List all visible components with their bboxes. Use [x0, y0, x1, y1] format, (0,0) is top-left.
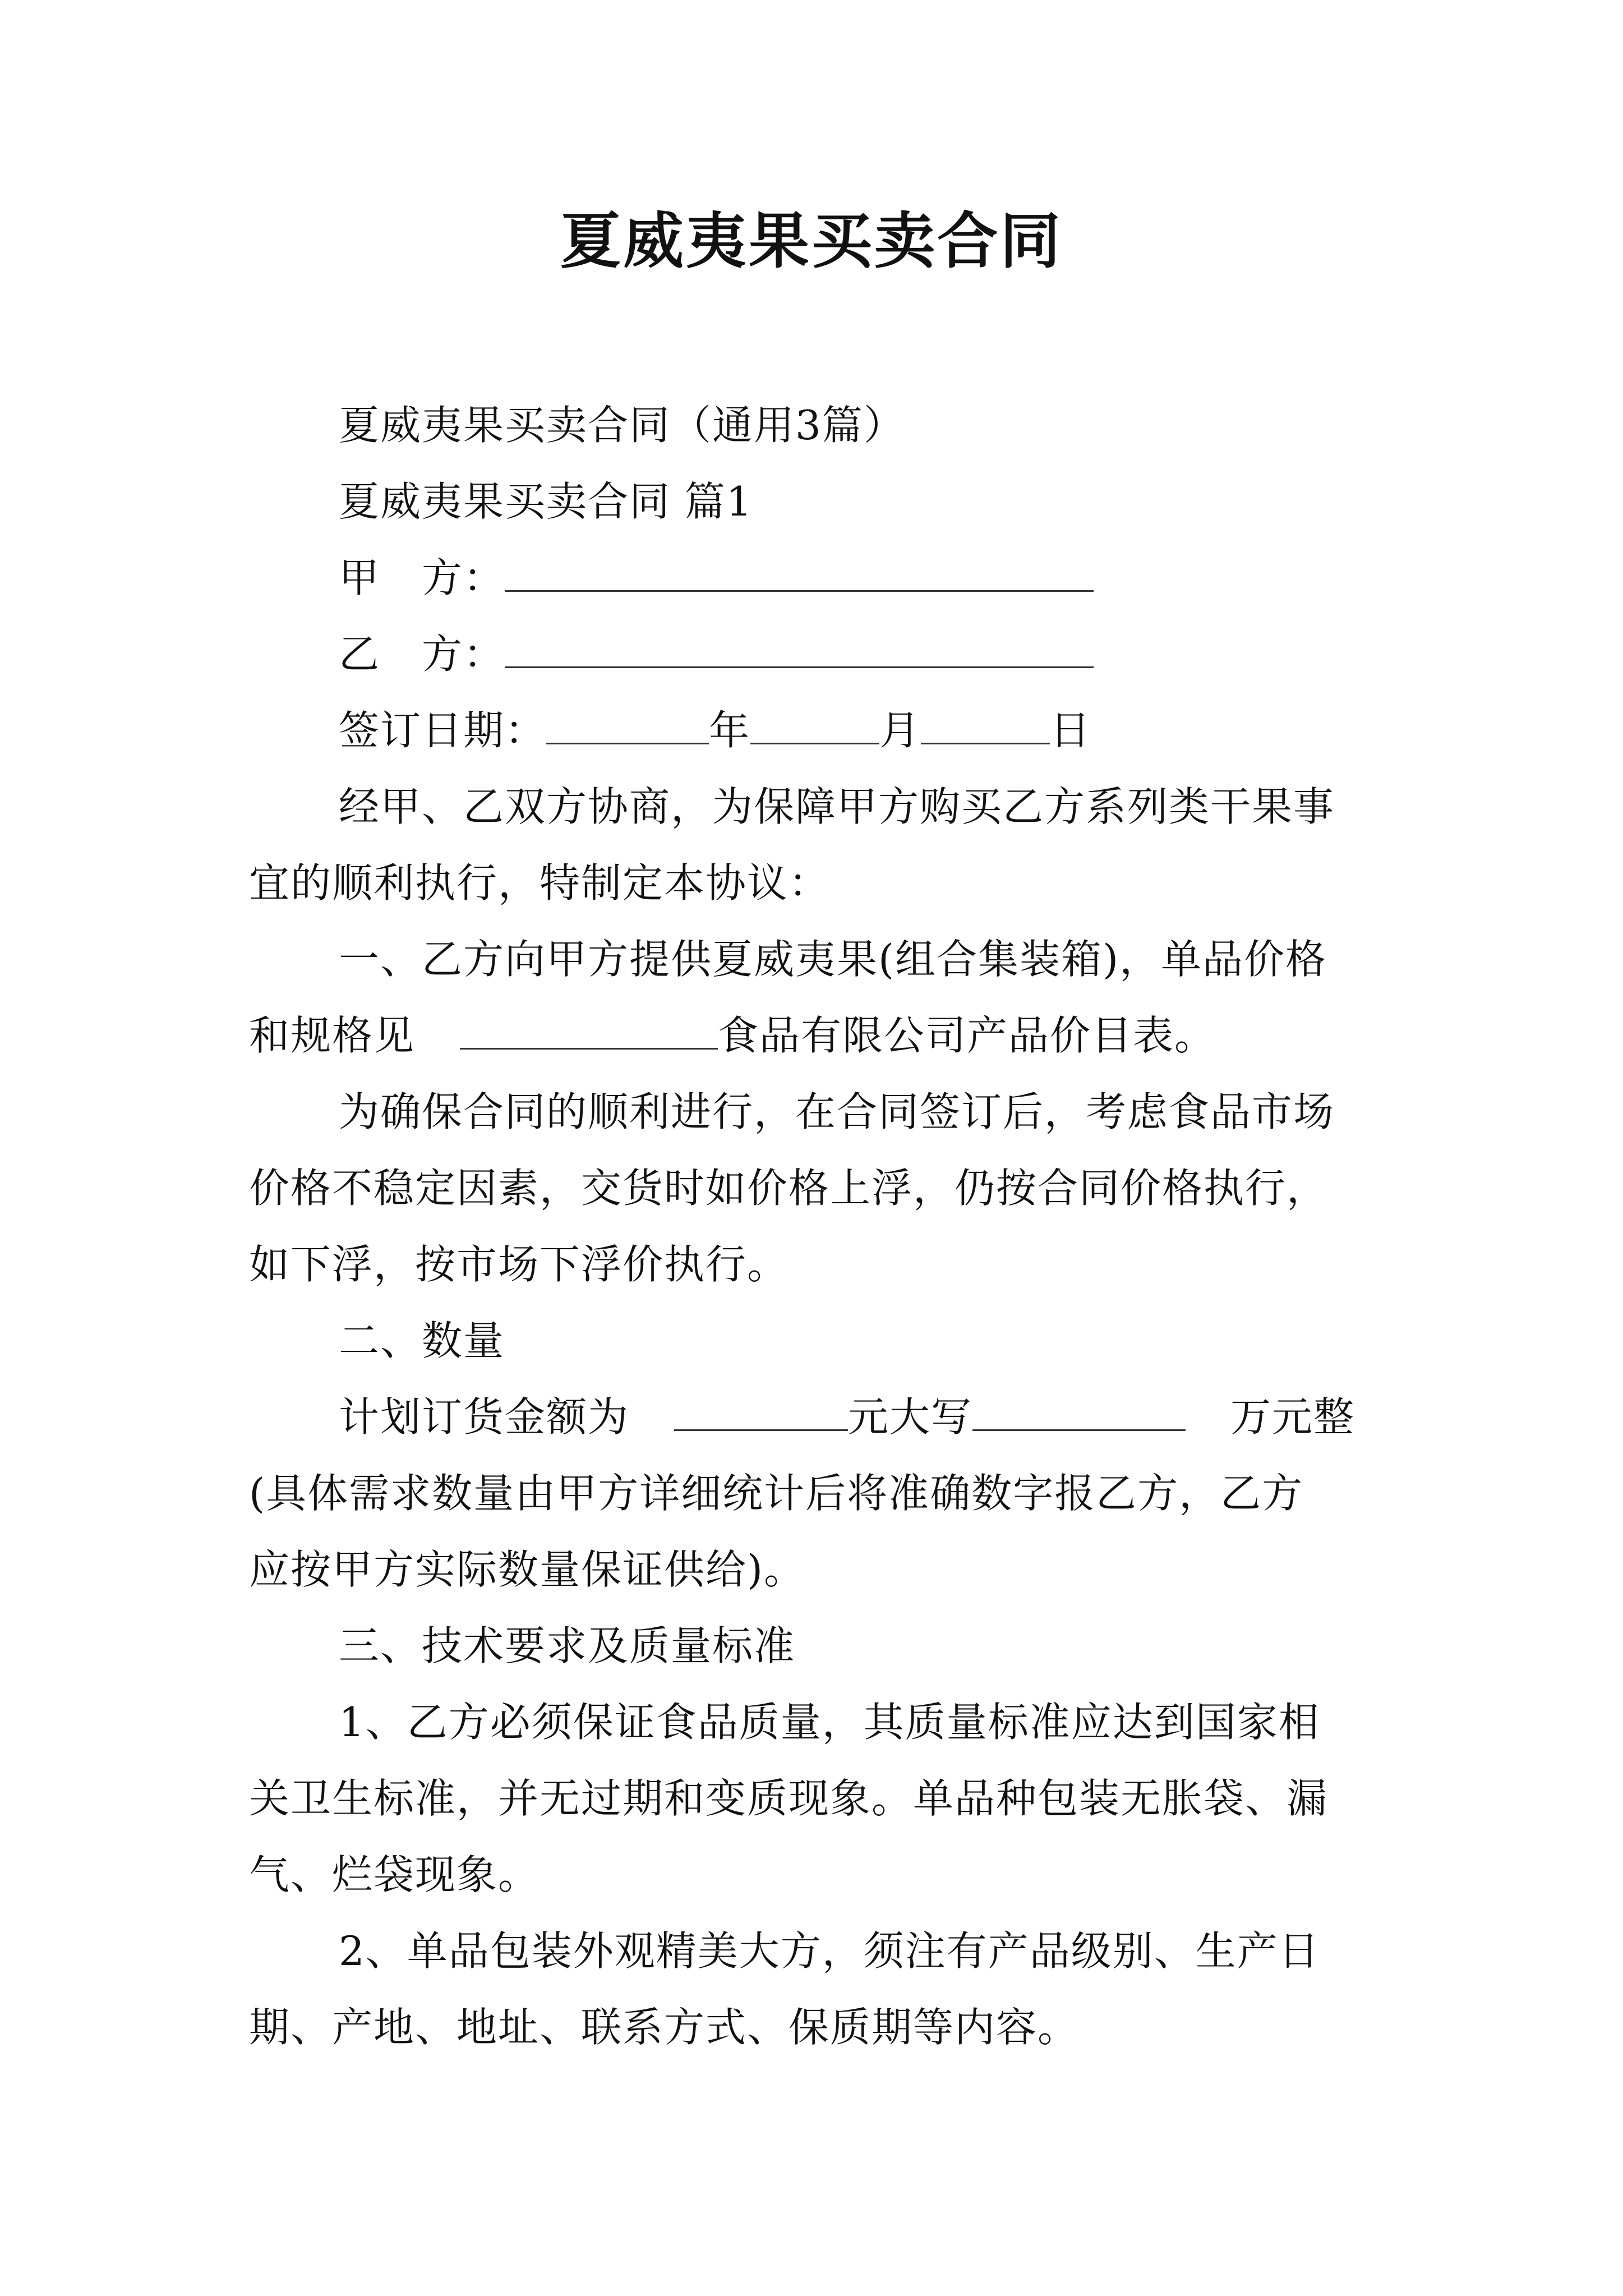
price-line-3: 如下浮，按市场下浮价执行。 [249, 1241, 789, 1288]
sign-date-label: 签订日期： [339, 707, 547, 754]
section3-heading: 三、技术要求及质量标准 [339, 1622, 796, 1669]
section2-line-2: (具体需求数量由甲方详细统计后将准确数字报乙方，乙方 [249, 1470, 1304, 1517]
section-heading: 夏威夷果买卖合同 篇1 [339, 478, 753, 525]
quality-line-1: 1、乙方必须保证食品质量，其质量标准应达到国家相 [339, 1699, 1320, 1746]
year-blank [546, 711, 709, 744]
section1-label: 和规格见 [249, 1012, 416, 1059]
party-b-blank [505, 635, 1094, 668]
section1-line-2 [249, 997, 1216, 1074]
packaging-line-1: 2、单品包装外观精美大方，须注有产品级别、生产日 [339, 1927, 1320, 1975]
intro-line-1: 经甲、乙双方协商，为保障甲方购买乙方系列类干果事 [339, 783, 1335, 830]
party-b-line [339, 616, 1094, 692]
amount-capital-label: 元大写 [848, 1393, 973, 1441]
year-text: 年 [709, 707, 751, 754]
packaging-line-2: 期、产地、地址、联系方式、保质期等内容。 [249, 2004, 1080, 2051]
section1-tail: 食品有限公司产品价目表。 [718, 1012, 1216, 1059]
amount-capital-blank [972, 1398, 1186, 1431]
section1-line-1: 一、乙方向甲方提供夏威夷果(组合集装箱)，单品价格 [339, 936, 1327, 983]
company-blank [460, 1016, 718, 1050]
intro-line-2: 宜的顺利执行，特制定本协议： [249, 859, 831, 907]
party-a-line [339, 540, 1094, 616]
day-text: 日 [1050, 707, 1092, 754]
month-blank [750, 711, 879, 744]
amount-label: 计划订货金额为 [339, 1393, 630, 1441]
party-b-label: 乙 方： [339, 631, 505, 678]
sign-date-line [339, 692, 1091, 769]
section2-heading: 二、数量 [339, 1317, 505, 1364]
quality-line-2: 关卫生标准，并无过期和变质现象。单品种包装无胀袋、漏 [249, 1775, 1329, 1822]
month-text: 月 [879, 707, 921, 754]
party-a-label: 甲 方： [339, 554, 505, 601]
party-a-blank [505, 559, 1094, 592]
price-line-2: 价格不稳定因素，交货时如价格上浮，仍按合同价格执行， [249, 1165, 1329, 1212]
price-line-1: 为确保合同的顺利进行，在合同签订后，考虑食品市场 [339, 1088, 1335, 1135]
document-title: 夏威夷果买卖合同 [560, 206, 1063, 277]
amount-unit: 万元整 [1230, 1393, 1355, 1441]
amount-blank [674, 1398, 848, 1431]
section2-line-1 [339, 1379, 1355, 1455]
quality-line-3: 气、烂袋现象。 [249, 1851, 540, 1898]
subtitle-line: 夏威夷果买卖合同（通用3篇） [339, 402, 905, 449]
day-blank [921, 711, 1050, 744]
section2-line-3: 应按甲方实际数量保证供给)。 [249, 1546, 806, 1593]
